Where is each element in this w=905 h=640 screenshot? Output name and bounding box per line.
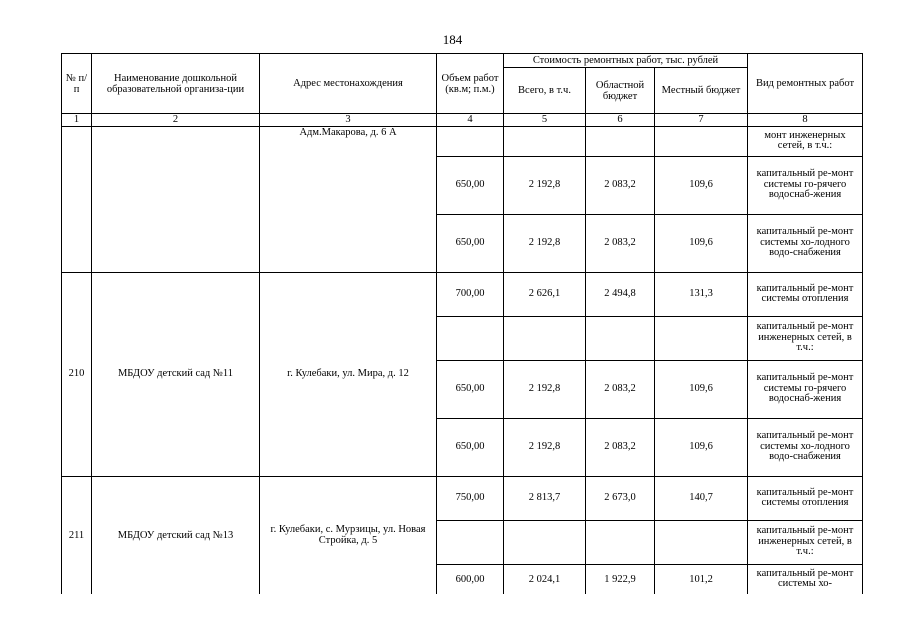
cell-volume: [437, 126, 504, 156]
repair-works-table: [61, 53, 863, 594]
header-local: Местный бюджет: [655, 68, 748, 114]
cell-address: г. Кулебаки, с. Мурзицы, ул. Новая Стройка, д. 5: [260, 476, 437, 594]
cell-local: 131,3: [655, 272, 748, 316]
cell-regional: 2 083,2: [586, 214, 655, 272]
header-name: Наименование дошкольной образовательной организа-ции: [92, 54, 260, 114]
cell-volume: 650,00: [437, 214, 504, 272]
cell-local: [655, 520, 748, 564]
column-numbers-row: [62, 114, 863, 127]
cell-address: Адм.Макарова, д. 6 А: [260, 126, 437, 272]
column-number: 7: [655, 114, 748, 127]
cell-address: г. Кулебаки, ул. Мира, д. 12: [260, 272, 437, 476]
cell-work-type: капитальный ре-монт системы отопления: [748, 272, 863, 316]
column-number: 4: [437, 114, 504, 127]
cell-volume: [437, 316, 504, 360]
header-cost-group: Стоимость ремонтных работ, тыс. рублей: [504, 54, 748, 68]
cell-volume: 650,00: [437, 360, 504, 418]
cell-name: [92, 126, 260, 272]
cell-local: 101,2: [655, 564, 748, 594]
cell-local: 109,6: [655, 156, 748, 214]
header-row-1: [62, 54, 863, 68]
cell-total: 2 192,8: [504, 418, 586, 476]
cell-total: 2 813,7: [504, 476, 586, 520]
cell-work-type: капитальный ре-монт инженерных сетей, в т.ч.:: [748, 316, 863, 360]
cell-total: 2 024,1: [504, 564, 586, 594]
cell-work-type: капитальный ре-монт системы хо-: [748, 564, 863, 594]
cell-volume: [437, 520, 504, 564]
header-address: Адрес местонахождения: [260, 54, 437, 114]
cell-local: 109,6: [655, 418, 748, 476]
cell-total: 2 626,1: [504, 272, 586, 316]
cell-work-type: капитальный ре-монт системы го-рячего водоснаб-жения: [748, 360, 863, 418]
cell-regional: 2 083,2: [586, 360, 655, 418]
column-number: 3: [260, 114, 437, 127]
cell-total: [504, 316, 586, 360]
cell-volume: 750,00: [437, 476, 504, 520]
cell-total: 2 192,8: [504, 214, 586, 272]
header-work-type: Вид ремонтных работ: [748, 54, 863, 114]
column-number: 6: [586, 114, 655, 127]
cell-regional: [586, 316, 655, 360]
cell-num: 210: [62, 272, 92, 476]
cell-work-type: монт инженерных сетей, в т.ч.:: [748, 126, 863, 156]
cell-work-type: капитальный ре-монт системы хо-лодного водо-снабжения: [748, 418, 863, 476]
cell-total: [504, 126, 586, 156]
cell-work-type: капитальный ре-монт системы го-рячего водоснаб-жения: [748, 156, 863, 214]
header-num: № п/п: [62, 54, 92, 114]
table-row: [62, 126, 863, 156]
cell-local: [655, 316, 748, 360]
cell-volume: 650,00: [437, 156, 504, 214]
table-row: [62, 476, 863, 520]
cell-work-type: капитальный ре-монт системы хо-лодного водо-снабжения: [748, 214, 863, 272]
cell-volume: 650,00: [437, 418, 504, 476]
header-total: Всего, в т.ч.: [504, 68, 586, 114]
cell-name: МБДОУ детский сад №13: [92, 476, 260, 594]
table-row: [62, 272, 863, 316]
cell-num: [62, 126, 92, 272]
column-number: 5: [504, 114, 586, 127]
cell-local: 109,6: [655, 214, 748, 272]
column-number: 2: [92, 114, 260, 127]
cell-regional: [586, 126, 655, 156]
column-number: 1: [62, 114, 92, 127]
cell-total: 2 192,8: [504, 360, 586, 418]
cell-num: 211: [62, 476, 92, 594]
cell-regional: 1 922,9: [586, 564, 655, 594]
cell-local: [655, 126, 748, 156]
cell-regional: 2 083,2: [586, 156, 655, 214]
cell-regional: 2 083,2: [586, 418, 655, 476]
cell-volume: 600,00: [437, 564, 504, 594]
page-number: 184: [442, 32, 463, 47]
cell-local: 109,6: [655, 360, 748, 418]
cell-total: 2 192,8: [504, 156, 586, 214]
cell-name: МБДОУ детский сад №11: [92, 272, 260, 476]
cell-regional: 2 494,8: [586, 272, 655, 316]
cell-regional: [586, 520, 655, 564]
header-volume: Объем работ (кв.м; п.м.): [437, 54, 504, 114]
cell-volume: 700,00: [437, 272, 504, 316]
cell-local: 140,7: [655, 476, 748, 520]
header-regional: Областной бюджет: [586, 68, 655, 114]
column-number: 8: [748, 114, 863, 127]
cell-regional: 2 673,0: [586, 476, 655, 520]
cell-work-type: капитальный ре-монт системы отопления: [748, 476, 863, 520]
cell-work-type: капитальный ре-монт инженерных сетей, в т.ч.:: [748, 520, 863, 564]
cell-total: [504, 520, 586, 564]
